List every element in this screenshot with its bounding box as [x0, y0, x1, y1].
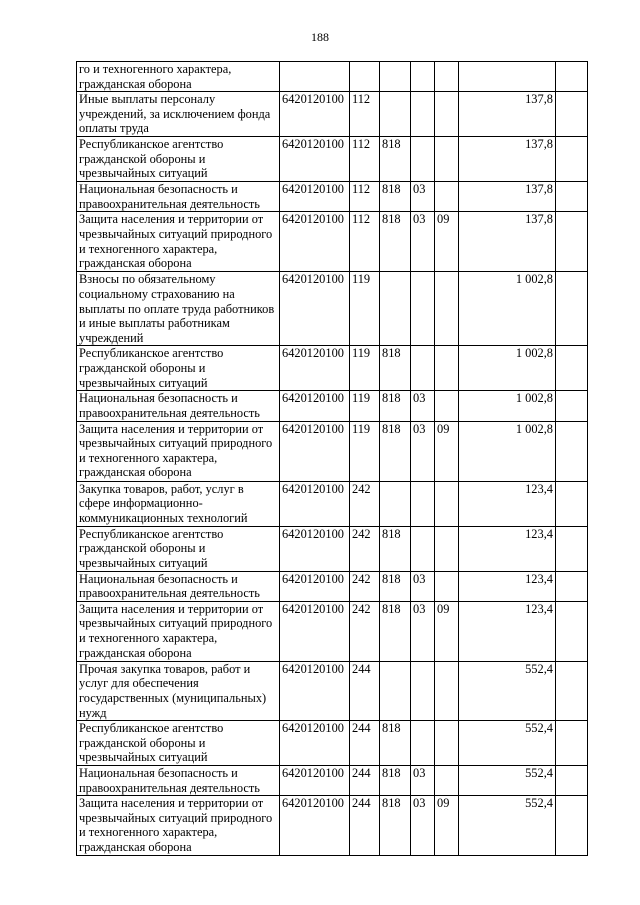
- row-name-cell: Защита населения и территории от чрезвычайных ситуаций природного и техногенного характера, гражданская оборона: [77, 796, 280, 856]
- expense-type-cell: 119: [350, 391, 380, 421]
- row-name-cell: Прочая закупка товаров, работ и услуг для обеспечения государственных (муниципальных) нужд: [77, 661, 280, 720]
- amount-cell: 1 002,8: [459, 346, 556, 391]
- section-cell: [411, 137, 435, 182]
- subsection-cell: [435, 137, 459, 182]
- target-article-cell: 6420120100: [280, 137, 350, 182]
- amount-cell: 123,4: [459, 526, 556, 571]
- budget-manager-cell: [380, 481, 411, 526]
- row-name-cell: го и техногенного характера, гражданская оборона: [77, 62, 280, 92]
- empty-cell: [556, 182, 588, 212]
- expense-type-cell: 244: [350, 661, 380, 720]
- amount-cell: 552,4: [459, 766, 556, 796]
- table-row: [77, 601, 588, 661]
- expense-type-cell: 112: [350, 137, 380, 182]
- row-name-cell: Защита населения и территории от чрезвычайных ситуаций природного и техногенного характера, гражданская оборона: [77, 421, 280, 481]
- table-row: [77, 62, 588, 92]
- budget-manager-cell: [380, 92, 411, 137]
- table-row: [77, 346, 588, 391]
- amount-cell: 123,4: [459, 481, 556, 526]
- target-article-cell: 6420120100: [280, 766, 350, 796]
- subsection-cell: [435, 766, 459, 796]
- amount-cell: 552,4: [459, 661, 556, 720]
- table-row: [77, 766, 588, 796]
- empty-cell: [556, 212, 588, 272]
- budget-manager-cell: [380, 62, 411, 92]
- empty-cell: [556, 796, 588, 856]
- section-cell: 03: [411, 796, 435, 856]
- expense-type-cell: 242: [350, 481, 380, 526]
- row-name-cell: Защита населения и территории от чрезвычайных ситуаций природного и техногенного характера, гражданская оборона: [77, 212, 280, 272]
- budget-manager-cell: [380, 272, 411, 346]
- empty-cell: [556, 92, 588, 137]
- target-article-cell: 6420120100: [280, 796, 350, 856]
- empty-cell: [556, 391, 588, 421]
- amount-cell: 552,4: [459, 796, 556, 856]
- amount-cell: 137,8: [459, 137, 556, 182]
- amount-cell: 137,8: [459, 182, 556, 212]
- row-name-cell: Национальная безопасность и правоохранительная деятельность: [77, 766, 280, 796]
- expense-type-cell: 112: [350, 92, 380, 137]
- empty-cell: [556, 721, 588, 766]
- section-cell: 03: [411, 212, 435, 272]
- budget-manager-cell: 818: [380, 766, 411, 796]
- row-name-cell: Республиканское агентство гражданской обороны и чрезвычайных ситуаций: [77, 721, 280, 766]
- expense-type-cell: 112: [350, 212, 380, 272]
- amount-cell: 137,8: [459, 92, 556, 137]
- section-cell: 03: [411, 182, 435, 212]
- expense-type-cell: 119: [350, 272, 380, 346]
- empty-cell: [556, 481, 588, 526]
- budget-manager-cell: 818: [380, 421, 411, 481]
- budget-manager-cell: 818: [380, 212, 411, 272]
- empty-cell: [556, 272, 588, 346]
- row-name-cell: Республиканское агентство гражданской обороны и чрезвычайных ситуаций: [77, 526, 280, 571]
- section-cell: [411, 481, 435, 526]
- subsection-cell: [435, 182, 459, 212]
- table-row: [77, 721, 588, 766]
- subsection-cell: [435, 346, 459, 391]
- section-cell: [411, 272, 435, 346]
- row-name-cell: Национальная безопасность и правоохранительная деятельность: [77, 182, 280, 212]
- page-number: 188: [311, 30, 329, 44]
- table-row: [77, 571, 588, 601]
- amount-cell: 1 002,8: [459, 391, 556, 421]
- target-article-cell: 6420120100: [280, 481, 350, 526]
- subsection-cell: [435, 272, 459, 346]
- subsection-cell: [435, 721, 459, 766]
- table-row: [77, 391, 588, 421]
- expense-type-cell: [350, 62, 380, 92]
- subsection-cell: 09: [435, 601, 459, 661]
- expense-type-cell: 244: [350, 766, 380, 796]
- amount-cell: [459, 62, 556, 92]
- target-article-cell: 6420120100: [280, 721, 350, 766]
- row-name-cell: Иные выплаты персоналу учреждений, за исключением фонда оплаты труда: [77, 92, 280, 137]
- table-row: [77, 212, 588, 272]
- target-article-cell: 6420120100: [280, 182, 350, 212]
- budget-manager-cell: 818: [380, 391, 411, 421]
- subsection-cell: 09: [435, 212, 459, 272]
- subsection-cell: [435, 391, 459, 421]
- section-cell: 03: [411, 391, 435, 421]
- section-cell: 03: [411, 601, 435, 661]
- table-row: [77, 92, 588, 137]
- empty-cell: [556, 62, 588, 92]
- amount-cell: 137,8: [459, 212, 556, 272]
- table-row: [77, 272, 588, 346]
- row-name-cell: Национальная безопасность и правоохранительная деятельность: [77, 391, 280, 421]
- budget-manager-cell: 818: [380, 571, 411, 601]
- budget-manager-cell: [380, 661, 411, 720]
- section-cell: [411, 661, 435, 720]
- section-cell: [411, 92, 435, 137]
- target-article-cell: 6420120100: [280, 661, 350, 720]
- target-article-cell: 6420120100: [280, 272, 350, 346]
- target-article-cell: 6420120100: [280, 92, 350, 137]
- subsection-cell: 09: [435, 421, 459, 481]
- amount-cell: 552,4: [459, 721, 556, 766]
- table-row: [77, 481, 588, 526]
- empty-cell: [556, 601, 588, 661]
- section-cell: 03: [411, 421, 435, 481]
- target-article-cell: 6420120100: [280, 346, 350, 391]
- section-cell: 03: [411, 571, 435, 601]
- budget-manager-cell: 818: [380, 182, 411, 212]
- empty-cell: [556, 421, 588, 481]
- table-row: [77, 182, 588, 212]
- target-article-cell: 6420120100: [280, 601, 350, 661]
- row-name-cell: Национальная безопасность и правоохранительная деятельность: [77, 571, 280, 601]
- budget-manager-cell: 818: [380, 137, 411, 182]
- budget-table-body: [77, 62, 588, 856]
- row-name-cell: Республиканское агентство гражданской обороны и чрезвычайных ситуаций: [77, 346, 280, 391]
- row-name-cell: Закупка товаров, работ, услуг в сфере информационно-коммуникационных технологий: [77, 481, 280, 526]
- expense-type-cell: 119: [350, 346, 380, 391]
- target-article-cell: 6420120100: [280, 421, 350, 481]
- empty-cell: [556, 571, 588, 601]
- budget-manager-cell: 818: [380, 721, 411, 766]
- target-article-cell: 6420120100: [280, 212, 350, 272]
- expense-type-cell: 119: [350, 421, 380, 481]
- empty-cell: [556, 137, 588, 182]
- empty-cell: [556, 661, 588, 720]
- table-row: [77, 661, 588, 720]
- row-name-cell: Республиканское агентство гражданской обороны и чрезвычайных ситуаций: [77, 137, 280, 182]
- budget-manager-cell: 818: [380, 601, 411, 661]
- table-row: [77, 137, 588, 182]
- budget-manager-cell: 818: [380, 796, 411, 856]
- expense-type-cell: 242: [350, 601, 380, 661]
- budget-manager-cell: 818: [380, 526, 411, 571]
- budget-manager-cell: 818: [380, 346, 411, 391]
- empty-cell: [556, 766, 588, 796]
- subsection-cell: [435, 481, 459, 526]
- subsection-cell: 09: [435, 796, 459, 856]
- expense-type-cell: 242: [350, 526, 380, 571]
- target-article-cell: [280, 62, 350, 92]
- subsection-cell: [435, 92, 459, 137]
- table-row: [77, 526, 588, 571]
- table-row: [77, 796, 588, 856]
- subsection-cell: [435, 571, 459, 601]
- section-cell: [411, 62, 435, 92]
- subsection-cell: [435, 526, 459, 571]
- amount-cell: 1 002,8: [459, 421, 556, 481]
- section-cell: [411, 346, 435, 391]
- budget-table: [76, 61, 588, 856]
- row-name-cell: Защита населения и территории от чрезвычайных ситуаций природного и техногенного характера, гражданская оборона: [77, 601, 280, 661]
- empty-cell: [556, 346, 588, 391]
- expense-type-cell: 112: [350, 182, 380, 212]
- amount-cell: 123,4: [459, 571, 556, 601]
- target-article-cell: 6420120100: [280, 571, 350, 601]
- expense-type-cell: 242: [350, 571, 380, 601]
- amount-cell: 1 002,8: [459, 272, 556, 346]
- empty-cell: [556, 526, 588, 571]
- subsection-cell: [435, 661, 459, 720]
- table-row: [77, 421, 588, 481]
- amount-cell: 123,4: [459, 601, 556, 661]
- expense-type-cell: 244: [350, 721, 380, 766]
- expense-type-cell: 244: [350, 796, 380, 856]
- target-article-cell: 6420120100: [280, 526, 350, 571]
- row-name-cell: Взносы по обязательному социальному страхованию на выплаты по оплате труда работников и иные выплаты работникам учреждений: [77, 272, 280, 346]
- section-cell: [411, 526, 435, 571]
- section-cell: 03: [411, 766, 435, 796]
- section-cell: [411, 721, 435, 766]
- subsection-cell: [435, 62, 459, 92]
- target-article-cell: 6420120100: [280, 391, 350, 421]
